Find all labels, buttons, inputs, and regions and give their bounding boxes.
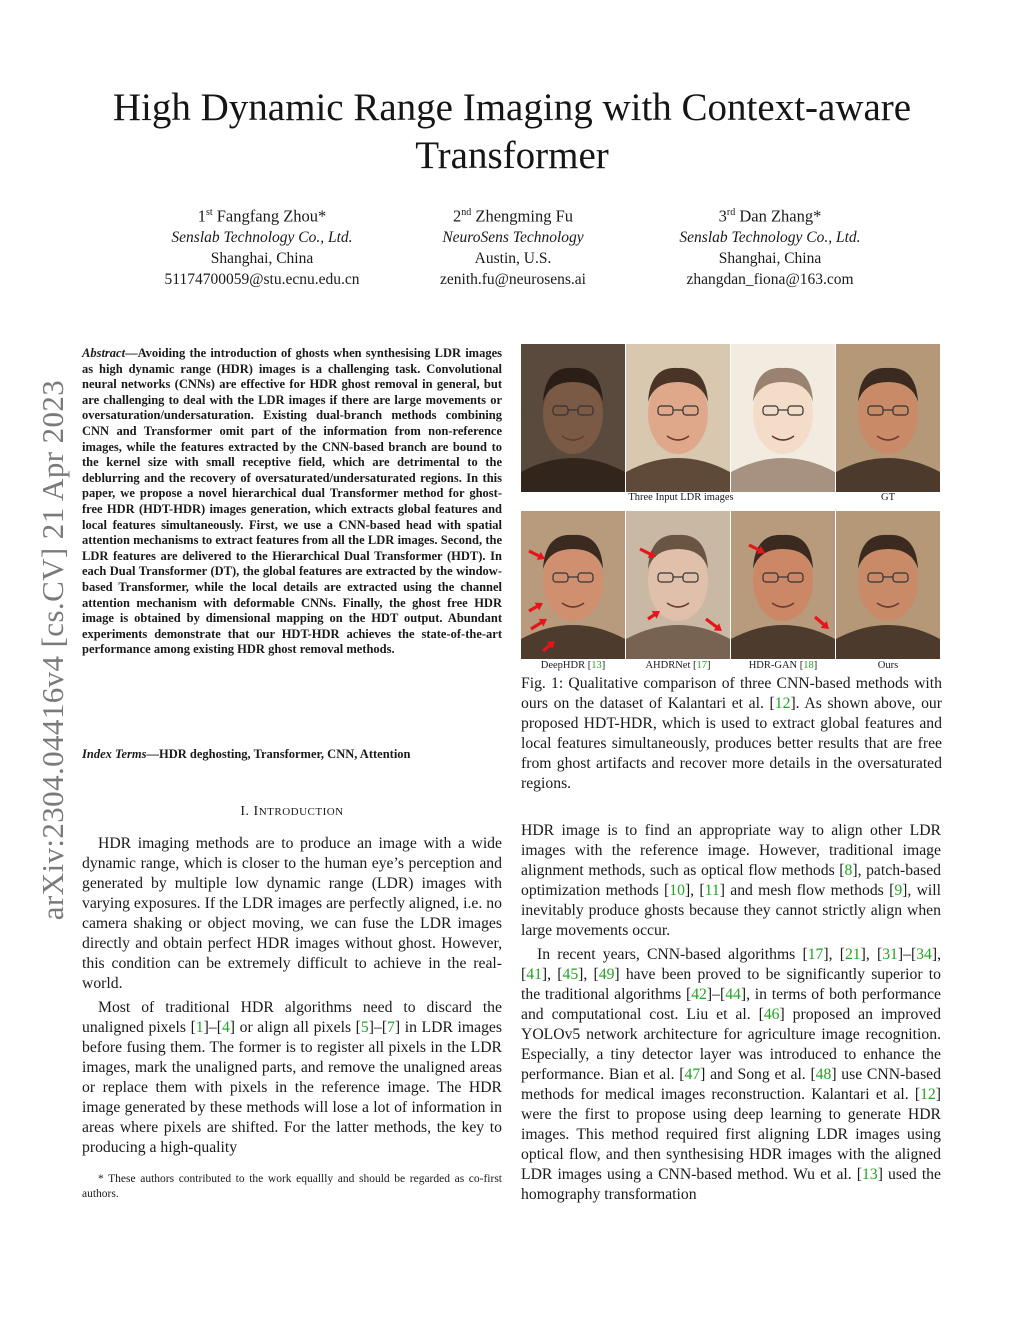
citation-link[interactable]: 21 [844, 946, 861, 963]
author-block-2 [363, 202, 663, 290]
portrait-panel-ldr-mid [626, 344, 730, 492]
citation-link[interactable]: 46 [763, 1006, 780, 1023]
portrait-panel-ldr-under [521, 344, 625, 492]
portrait-panel-gt [836, 344, 940, 492]
portrait-image [836, 511, 940, 659]
paragraph-text: In recent years, CNN-based algorithms [ [537, 946, 808, 963]
citation-link[interactable]: 44 [725, 986, 741, 1003]
paragraph-text: HDR image is to find an appropriate way to align other LDR images with the reference image. However, traditional image alignment methods, such as optical flow methods [ [521, 822, 941, 879]
citation-link[interactable]: 1 [195, 1019, 204, 1036]
citation-link[interactable]: 18 [803, 660, 814, 671]
abstract-text: Avoiding the introduction of ghosts when synthesising LDR images as high dynamic range (HDR) images is a challenging task. Convolutional neural networks (CNNs) are effective for HDR ghost removal in general, but are challenging to deal with the LDR images if there are large movements or oversaturation/undersaturation. Existing dual-branch methods combining CNN and Transformer omit part of the information from non-reference images, while the features extracted by the CNN-based branch are bound to the kernel size with small receptive field, which are detrimental to the deblurring and the recovery of oversaturated/undersaturated regions. In this paper, we propose a novel hierarchical dual Transformer method for ghost-free HDR (HDT-HDR) images generation, which extracts global features and local features simultaneously. First, we use a CNN-based head with spatial attention mechanisms to extract features from all the LDR images. Second, the LDR features are delivered to the Hierarchical Dual Transformer (HDT). In each Dual Transformer (DT), the global features are extracted by the window-based Transformer, while the local details are extracted using the channel attention mechanism with deformable CNNs. Finally, the ghost free HDR image is obtained by dimensional mapping on the HDT output. Abundant experiments demonstrate that our HDT-HDR achieves the state-of-the-art performance among existing HDR ghost removal methods. [82, 346, 502, 657]
paragraph-text: ]–[ [897, 946, 917, 963]
portrait-panel-ahdrnet [626, 511, 730, 659]
method-name: Ours [877, 660, 899, 671]
paragraph [82, 998, 502, 1158]
paragraph-text: ], [ [860, 946, 883, 963]
citation-link[interactable]: 13 [862, 1166, 878, 1183]
author-block-3 [620, 202, 920, 290]
index-terms: Index Terms—HDR deghosting, Transformer, CNN, Attention [82, 747, 411, 761]
citation-link[interactable]: 9 [894, 882, 903, 899]
citation-link[interactable]: 41 [526, 966, 542, 983]
figure-method-label: AHDRNet [17] [645, 660, 711, 671]
portrait-image [521, 344, 625, 492]
figure-caption [521, 674, 942, 794]
figure-label-gt: GT [881, 492, 895, 503]
figure-method-label [836, 660, 940, 671]
figure-method-label: HDR-GAN [18] [748, 660, 818, 671]
paragraph-text: ], patch-based optimization methods [ [521, 862, 941, 899]
paragraph-text: ] and mesh flow methods [ [719, 882, 895, 899]
citation-link[interactable]: 7 [387, 1019, 395, 1036]
portrait-panel-ours [836, 511, 940, 659]
paragraph-text: ]–[ [368, 1019, 388, 1036]
paragraph-text: ] use CNN-based methods for medical images reconstruction. Kalantari et al. [ [521, 1066, 941, 1103]
footnote: * These authors contributed to the work equallly and should be regarded as co-first authors. [82, 1173, 502, 1200]
author-affiliation: NeuroSens Technology [442, 228, 584, 246]
paragraph-text: ] proposed an improved YOLOv5 network architecture for agriculture image recognition. Especially, a tiny detector layer was introduced to enhance the performance. Bian et al. [ [521, 1006, 941, 1083]
abstract: Abstract—Avoiding the introduction of ghosts when synthesising LDR images as high dynamic range (HDR) images is a challenging task. Convolutional neural networks (CNNs) are effective for HDR ghost removal in general, but are challenging to deal with the LDR images if there are large movements or oversaturation/undersaturation. Existing dual-branch methods combining CNN and Transformer omit part of the information from non-reference images, while the features extracted by the CNN-based branch are bound to the kernel size with small receptive field, which are detrimental to the deblurring and the recovery of oversaturated/undersaturated regions. In this paper, we propose a novel hierarchical dual Transformer method for ghost-free HDR (HDT-HDR) images generation, which extracts global features and local features simultaneously. First, we use a CNN-based head with spatial attention mechanisms to extract features from all the LDR images. Second, the LDR features are delivered to the Hierarchical Dual Transformer (HDT). In each Dual Transformer (DT), the global features are extracted by the window-based Transformer, while the local details are extracted using the channel attention mechanism with deformable CNNs. Finally, the ghost free HDR image is obtained by dimensional mapping on the HDT output. Abundant experiments demonstrate that our HDT-HDR achieves the state-of-the-art performance among existing HDR ghost removal methods. [82, 346, 502, 657]
paragraph-text: ], [ [578, 966, 599, 983]
citation-link[interactable]: 12 [774, 695, 791, 712]
arxiv-identifier: arXiv:2304.04416v4 [cs.CV] 21 Apr 2023 [35, 379, 70, 921]
author-location: Shanghai, China [210, 249, 314, 267]
paragraph [521, 821, 941, 941]
author-affiliation: Senslab Technology Co., Ltd. [679, 228, 861, 246]
author-affiliation: Senslab Technology Co., Ltd. [171, 228, 353, 246]
paragraph-text: ] used the homography transformation [521, 1166, 941, 1203]
index-terms-text: HDR deghosting, Transformer, CNN, Attention [158, 747, 411, 761]
citation-link[interactable]: 34 [916, 946, 932, 963]
paper-title: High Dynamic Range Imaging with Context-aware Transformer [112, 86, 912, 177]
paragraph-text: ] or align all pixels [ [229, 1019, 361, 1036]
portrait-panel-deephdr [521, 511, 625, 659]
citation-link[interactable]: 49 [598, 966, 615, 983]
paragraph-text: Fig. 1: Qualitative comparison of three CNN-based methods with ours on the dataset of Kalantari et al. [ [521, 675, 942, 712]
portrait-panel-ldr-over [731, 344, 835, 492]
paragraph-text: ] have been proved to be significantly superior to the traditional algorithms [ [521, 966, 941, 1003]
method-name: HDR-GAN [748, 660, 798, 671]
figure-method-label: DeepHDR [13] [540, 660, 606, 671]
paragraph-text: ], [ [521, 946, 942, 983]
paragraph-text: ], [ [684, 882, 705, 899]
index-terms-label: Index Terms [82, 747, 147, 761]
paragraph-text: ] and Song et al. [ [700, 1066, 816, 1083]
author-name: 1st Fangfang Zhou* [197, 206, 327, 226]
citation-link[interactable]: 17 [696, 660, 708, 671]
portrait-image [731, 344, 835, 492]
paragraph [521, 945, 941, 1205]
author-name: 2nd Zhengming Fu [453, 206, 573, 226]
figure-label-inputs: Three Input LDR images [628, 492, 734, 503]
portrait-image [836, 344, 940, 492]
portrait-panel-hdrgan [731, 511, 835, 659]
citation-link[interactable]: 4 [221, 1019, 230, 1036]
portrait-image [731, 511, 835, 659]
method-name: AHDRNet [645, 660, 691, 671]
citation-link[interactable]: 45 [562, 966, 579, 983]
citation-link[interactable]: 48 [815, 1066, 832, 1083]
paragraph-text: ]–[ [706, 986, 726, 1003]
paragraph-text: ] in LDR images before fusing them. The former is to register all pixels in the LDR images, mark the unaligned parts, and remove the unaligned areas or replace them with pixels in the reference image. The HDR image generated by these methods will lose a lot of information in areas where pixels are shifted. For the latter methods, the key to producing a high-quality [82, 1019, 502, 1156]
citation-link[interactable]: 17 [807, 946, 824, 963]
paragraph-text: HDR imaging methods are to produce an image with a wide dynamic range, which is closer to the human eye’s perception and generated by multiple low dynamic range (LDR) images with varying exposures. If the LDR images are perfectly aligned, i.e. no camera shaking or object moving, we can fuse the LDR images directly and obtain perfect HDR images without ghost. However, this condition can be extremely difficult to achieve in the real-world. [82, 835, 502, 992]
portrait-image [626, 511, 730, 659]
paragraph-text: ] were the first to propose using deep learning to generate HDR images. This method required first aligning LDR images using optical flow, and then synthesising HDR images with the aligned LDR images using a CNN-based method. Wu et al. [ [521, 1086, 941, 1183]
author-location: Austin, U.S. [474, 249, 552, 267]
author-email: zhangdan_fiona@163.com [686, 270, 854, 288]
paragraph-text: ]–[ [203, 1019, 222, 1036]
paragraph-text: ], will inevitably produce ghosts because they cannot strictly align when large movements occur. [521, 882, 941, 939]
intro-left-column [82, 834, 502, 1158]
author-location: Shanghai, China [718, 249, 822, 267]
method-name: DeepHDR [540, 660, 586, 671]
paragraph-text: ], [ [823, 946, 845, 963]
paragraph [82, 834, 502, 994]
paragraph-text: ], in terms of both performance and computational cost. Liu et al. [ [521, 986, 942, 1023]
citation-link[interactable]: 5 [360, 1019, 369, 1036]
author-email: 51174700059@stu.ecnu.edu.cn [164, 270, 360, 288]
portrait-image [521, 511, 625, 659]
author-email: zenith.fu@neurosens.ai [440, 270, 586, 288]
citation-link[interactable]: 12 [920, 1086, 936, 1103]
citation-link[interactable]: 11 [704, 882, 720, 899]
citation-link[interactable]: 42 [691, 986, 707, 1003]
abstract-label: Abstract [82, 346, 126, 360]
portrait-image [626, 344, 730, 492]
citation-link[interactable]: 31 [882, 946, 898, 963]
citation-link[interactable]: 10 [669, 882, 685, 899]
citation-link[interactable]: 8 [844, 862, 853, 879]
intro-right-column [521, 821, 941, 1205]
citation-link[interactable]: 47 [684, 1066, 701, 1083]
paragraph-text: ], [ [541, 966, 563, 983]
citation-link[interactable]: 13 [591, 660, 602, 671]
paragraph-text: Most of traditional HDR algorithms need to discard the unaligned pixels [ [82, 999, 502, 1036]
paragraph-text: ]. As shown above, our proposed HDT-HDR, which is used to extract global features and local features simultaneously, produces better results that are free from ghost artifacts and recover more details in the oversaturated regions. [521, 695, 942, 792]
section-heading: I. INTRODUCTION [240, 804, 344, 819]
author-name: 3rd Dan Zhang* [718, 206, 822, 226]
